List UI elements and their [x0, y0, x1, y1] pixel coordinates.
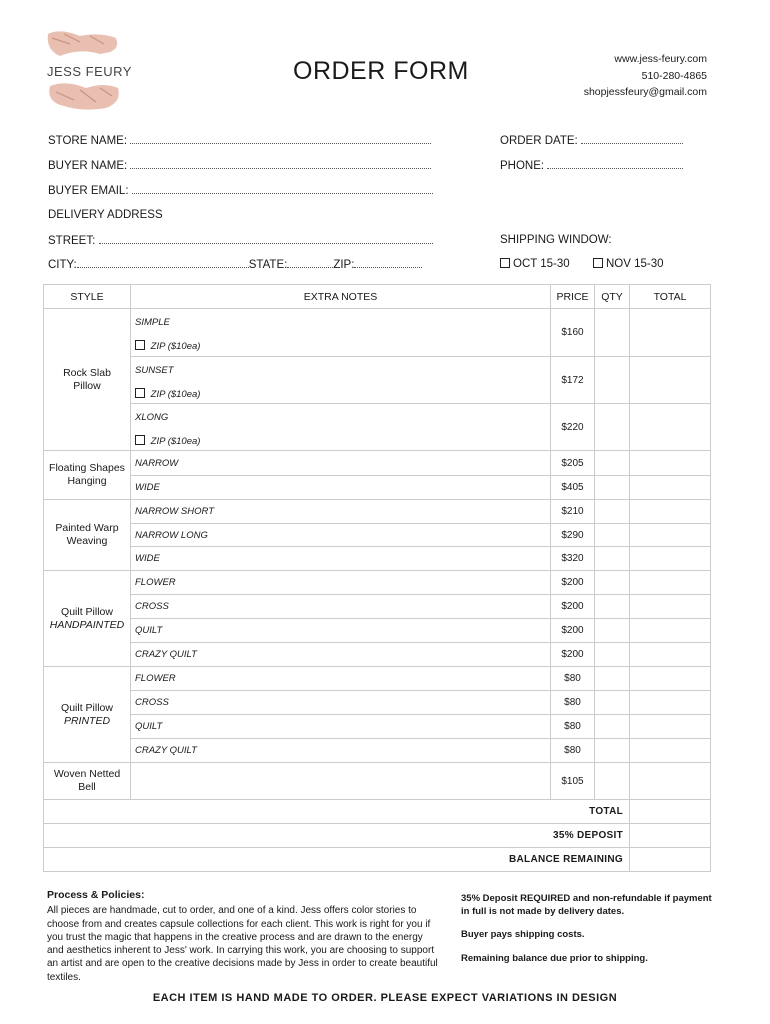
total-row: [44, 800, 711, 824]
city-line[interactable]: [77, 258, 249, 268]
qty-cell[interactable]: [595, 691, 630, 715]
table-row: [44, 451, 711, 476]
total-cell[interactable]: [630, 547, 711, 571]
table-row: [44, 357, 711, 404]
street-field[interactable]: [48, 234, 433, 247]
total-cell[interactable]: [630, 619, 711, 643]
qty-cell[interactable]: [595, 643, 630, 667]
table-row: [44, 595, 711, 619]
price-cell: $105: [551, 763, 595, 800]
balance-row: [44, 848, 711, 872]
price-cell: $172: [551, 357, 595, 404]
total-cell[interactable]: [630, 763, 711, 800]
total-cell[interactable]: [630, 571, 711, 595]
balance-label: BALANCE REMAINING: [44, 848, 630, 872]
qty-cell[interactable]: [595, 739, 630, 763]
email-link[interactable]: shopjessfeury@gmail.com: [583, 86, 707, 98]
shipping-oct-label: OCT 15-30: [513, 258, 570, 270]
item-note: WIDE: [131, 476, 551, 500]
style-name: Quilt Pillow: [61, 701, 113, 714]
item-note: FLOWER: [131, 571, 551, 595]
zip-addon-label: ZIP ($10ea): [150, 341, 201, 352]
delivery-address-heading: DELIVERY ADDRESS: [48, 209, 163, 221]
price-cell: $405: [551, 476, 595, 500]
style-name: Painted Warp Weaving: [55, 522, 119, 547]
qty-cell[interactable]: [595, 763, 630, 800]
shipping-oct-option[interactable]: [500, 258, 570, 270]
order-table: [43, 284, 711, 872]
item-note: CRAZY QUILT: [131, 643, 551, 667]
table-row: [44, 619, 711, 643]
table-row: [44, 547, 711, 571]
price-cell: $80: [551, 715, 595, 739]
table-row: [44, 309, 711, 357]
style-cell: [44, 763, 131, 800]
deposit-label: 35% DEPOSIT: [44, 824, 630, 848]
city-state-zip-field[interactable]: [48, 258, 422, 271]
total-cell[interactable]: [630, 667, 711, 691]
qty-cell[interactable]: [595, 524, 630, 547]
qty-cell[interactable]: [595, 309, 630, 357]
header-qty: QTY: [595, 285, 630, 309]
qty-cell[interactable]: [595, 595, 630, 619]
footer-notice: EACH ITEM IS HAND MADE TO ORDER. PLEASE EXPECT VARIATIONS IN DESIGN: [152, 992, 618, 1004]
qty-cell[interactable]: [595, 547, 630, 571]
policy-title: Process & Policies:: [47, 889, 145, 901]
total-cell[interactable]: [630, 357, 711, 404]
item-note: NARROW: [131, 451, 551, 476]
item-note: CROSS: [131, 691, 551, 715]
item-note: NARROW LONG: [131, 524, 551, 547]
price-cell: $290: [551, 524, 595, 547]
zip-checkbox[interactable]: [135, 435, 145, 445]
style-cell: [44, 667, 131, 763]
price-cell: $80: [551, 667, 595, 691]
style-cell: [44, 500, 131, 571]
price-cell: $80: [551, 739, 595, 763]
grand-total-cell[interactable]: [630, 800, 711, 824]
item-note: FLOWER: [131, 667, 551, 691]
zip-addon-option[interactable]: [135, 340, 546, 352]
balance-cell[interactable]: [630, 848, 711, 872]
policy-title-text: Process & Policies: [47, 889, 141, 901]
table-row: [44, 404, 711, 451]
buyer-name-label: BUYER NAME:: [48, 160, 128, 172]
shipping-note: Buyer pays shipping costs.: [461, 929, 585, 940]
total-cell[interactable]: [630, 500, 711, 524]
order-date-field[interactable]: [500, 134, 683, 147]
policy-body: All pieces are handmade, cut to order, and one of a kind. Jess offers color stories to choose from and creates capsule collections for each client. This work is right for you if you trust the magic that happens in the creative process and are drawn to the energy and aesthetics inherent to Jess' work. In carrying this work, you are choosing to support an artist and are open to the creative decisions made by Jess in order to create beautiful textiles.: [47, 905, 438, 983]
page-title: ORDER FORM: [293, 57, 469, 85]
deposit-row: [44, 824, 711, 848]
price-cell: $200: [551, 595, 595, 619]
total-label: TOTAL: [44, 800, 630, 824]
table-row: [44, 763, 711, 800]
style-name: Quilt Pillow: [61, 605, 113, 618]
table-row: [44, 739, 711, 763]
state-label: STATE:: [248, 259, 288, 271]
total-cell[interactable]: [630, 524, 711, 547]
total-cell[interactable]: [630, 643, 711, 667]
zip-checkbox[interactable]: [135, 340, 145, 350]
item-note: CRAZY QUILT: [131, 739, 551, 763]
table-row: [44, 476, 711, 500]
qty-cell[interactable]: [595, 451, 630, 476]
state-line[interactable]: [287, 258, 333, 268]
price-cell: $200: [551, 643, 595, 667]
shipping-nov-checkbox[interactable]: [593, 258, 603, 268]
style-cell: [44, 309, 131, 451]
table-row: [44, 667, 711, 691]
table-row: [44, 571, 711, 595]
header-price: PRICE: [551, 285, 595, 309]
style-name: Rock Slab Pillow: [63, 366, 111, 392]
buyer-email-field[interactable]: [48, 184, 433, 197]
table-header-row: [44, 285, 711, 309]
total-cell[interactable]: [630, 739, 711, 763]
header-extra-notes: EXTRA NOTES: [131, 285, 551, 309]
zip-label: ZIP:: [333, 259, 355, 271]
table-row: [44, 524, 711, 547]
item-note: SIMPLE: [135, 317, 170, 328]
qty-cell[interactable]: [595, 571, 630, 595]
order-date-line[interactable]: [581, 134, 683, 144]
item-note: CROSS: [131, 595, 551, 619]
deposit-note: 35% Deposit REQUIRED and non-refundable if payment in full is not made by delivery dates.: [461, 893, 712, 917]
total-cell[interactable]: [630, 691, 711, 715]
zip-addon-label: ZIP ($10ea): [150, 436, 201, 447]
buyer-name-field[interactable]: [48, 159, 431, 172]
table-row: [44, 691, 711, 715]
style-cell: [44, 451, 131, 500]
store-name-field[interactable]: [48, 134, 431, 147]
balance-note: Remaining balance due prior to shipping.: [461, 952, 648, 964]
buyer-email-label: BUYER EMAIL:: [48, 185, 129, 197]
phone-label: PHONE:: [500, 160, 545, 172]
total-cell[interactable]: [630, 404, 711, 451]
policy-notes: [461, 893, 721, 976]
contact-block: [584, 51, 707, 101]
price-cell: $80: [551, 691, 595, 715]
total-cell[interactable]: [630, 476, 711, 500]
zip-addon-label: ZIP ($10ea): [150, 389, 201, 400]
note-cell: [131, 404, 551, 451]
phone-line[interactable]: [547, 159, 683, 169]
city-label: CITY:: [48, 259, 77, 271]
item-note: QUILT: [131, 619, 551, 643]
style-variant: PRINTED: [63, 714, 111, 727]
qty-cell[interactable]: [595, 404, 630, 451]
item-note: XLONG: [135, 412, 169, 423]
shipping-nov-label: NOV 15-30: [606, 258, 664, 270]
qty-cell[interactable]: [595, 500, 630, 524]
street-label: STREET:: [48, 235, 96, 247]
store-name-label: STORE NAME:: [48, 135, 128, 147]
logo-text: JESS FEURY: [47, 64, 132, 79]
price-cell: $200: [551, 571, 595, 595]
total-cell[interactable]: [630, 451, 711, 476]
total-cell[interactable]: [630, 309, 711, 357]
note-cell: [131, 357, 551, 404]
qty-cell[interactable]: [595, 357, 630, 404]
style-name: Floating Shapes Hanging: [49, 462, 125, 487]
style-variant: HANDPAINTED: [49, 618, 125, 631]
item-note: NARROW SHORT: [131, 500, 551, 524]
shipping-oct-checkbox[interactable]: [500, 258, 510, 268]
buyer-email-line[interactable]: [132, 184, 433, 194]
zip-line[interactable]: [354, 258, 422, 268]
zip-addon-option[interactable]: [135, 388, 546, 400]
header-total: TOTAL: [630, 285, 711, 309]
shipping-window-label: SHIPPING WINDOW:: [500, 234, 612, 246]
policy-section: [47, 889, 442, 984]
street-line[interactable]: [99, 234, 433, 244]
header-style: STYLE: [44, 285, 131, 309]
zip-checkbox[interactable]: [135, 388, 145, 398]
style-name: Woven Netted Bell: [53, 768, 121, 793]
order-date-label: ORDER DATE:: [500, 135, 578, 147]
price-cell: $200: [551, 619, 595, 643]
shipping-nov-option[interactable]: [593, 258, 664, 270]
buyer-name-line[interactable]: [130, 159, 431, 169]
item-note: QUILT: [131, 715, 551, 739]
note-cell: [131, 309, 551, 357]
website-link[interactable]: www.jess-feury.com: [614, 53, 707, 65]
order-table-body: [44, 309, 711, 872]
price-cell: $320: [551, 547, 595, 571]
price-cell: $205: [551, 451, 595, 476]
item-note: [131, 763, 551, 800]
total-cell[interactable]: [630, 715, 711, 739]
qty-cell[interactable]: [595, 476, 630, 500]
qty-cell[interactable]: [595, 619, 630, 643]
phone-number: 510-280-4865: [641, 69, 707, 82]
table-row: [44, 643, 711, 667]
table-row: [44, 500, 711, 524]
qty-cell[interactable]: [595, 715, 630, 739]
style-cell: [44, 571, 131, 667]
phone-field[interactable]: [500, 159, 683, 172]
price-cell: $160: [551, 309, 595, 357]
item-note: SUNSET: [135, 365, 174, 376]
store-name-line[interactable]: [130, 134, 431, 144]
price-cell: $210: [551, 500, 595, 524]
item-note: WIDE: [131, 547, 551, 571]
table-row: [44, 715, 711, 739]
total-cell[interactable]: [630, 595, 711, 619]
price-cell: $220: [551, 404, 595, 451]
zip-addon-option[interactable]: [135, 435, 546, 447]
qty-cell[interactable]: [595, 667, 630, 691]
deposit-cell[interactable]: [630, 824, 711, 848]
